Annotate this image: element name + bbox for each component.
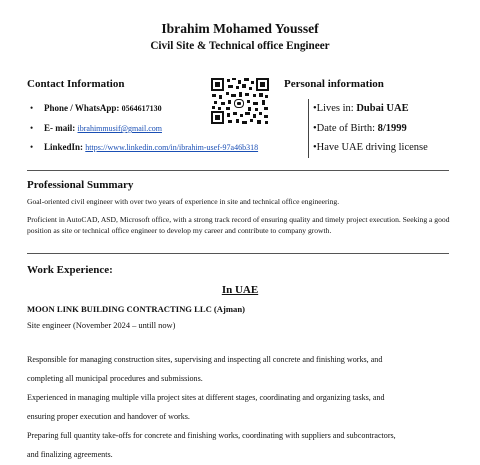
dob-label: •Date of Birth: — [313, 123, 378, 134]
phone-label: Phone / WhatsApp: — [44, 103, 120, 113]
divider-2 — [27, 253, 449, 254]
contact-heading: Contact Information — [27, 78, 125, 90]
personal-heading: Personal information — [284, 78, 384, 90]
duty-line: ensuring proper execution and handover of works. — [27, 412, 190, 421]
work-heading: Work Experience: — [27, 264, 113, 276]
bullet-dot-icon: • — [30, 142, 34, 152]
qr-code-icon — [210, 77, 270, 125]
duty-line: Responsible for managing construction sites, supervising and inspecting all concrete and finishing works, and — [27, 355, 383, 364]
candidate-name: Ibrahim Mohamed Youssef — [161, 21, 319, 36]
contact-linkedin-row — [30, 142, 258, 152]
duty-line: and finalizing agreements. — [27, 450, 113, 459]
license-row: •Have UAE driving license — [313, 142, 428, 153]
summary-heading: Professional Summary — [27, 179, 134, 191]
email-label: E- mail: — [44, 123, 76, 133]
personal-divider — [308, 99, 309, 158]
phone-value: 0564617130 — [121, 104, 162, 113]
linkedin-link[interactable]: https://www.linkedin.com/in/ibrahim-usef-97a46b318 — [85, 143, 259, 152]
duty-line: completing all municipal procedures and submissions. — [27, 374, 203, 383]
candidate-title: Civil Site & Technical office Engineer — [150, 40, 330, 52]
divider-1 — [27, 170, 449, 171]
lives-label: •Lives in: — [313, 103, 357, 114]
dob-row — [313, 123, 407, 134]
job-position: Site engineer (November 2024 – untill now) — [27, 321, 176, 330]
duty-line: Preparing full quantity take-offs for concrete and finishing works, coordinating with suppliers and subcontractors, — [27, 431, 396, 440]
bullet-dot-icon: • — [30, 123, 34, 133]
linkedin-label: LinkedIn: — [44, 142, 84, 152]
lives-in-row — [313, 103, 409, 114]
summary-paragraph-1: Goal-oriented civil engineer with over two years of experience in site and technical office engineering. — [27, 197, 340, 206]
duty-line: Experienced in managing multiple villa project sites at different stages, coordinating and organizing tasks, and — [27, 393, 385, 402]
contact-phone-row — [30, 103, 162, 113]
lives-value: Dubai UAE — [356, 103, 409, 114]
work-region: In UAE — [221, 284, 259, 296]
contact-email-row — [30, 123, 162, 133]
dob-value: 8/1999 — [377, 123, 407, 134]
email-link[interactable]: ibrahimmusif@gmail.com — [77, 124, 162, 133]
bullet-dot-icon: • — [30, 103, 34, 113]
summary-paragraph-2: Proficient in AutoCAD, ASD, Microsoft office, with a strong track record of ensuring quality and timely project execution. Seeking a good position as site or technical office engineer to develop my career and contribute to company growth. — [27, 215, 450, 235]
company-name: MOON LINK BUILDING CONTRACTING LLC (Ajman) — [27, 304, 245, 314]
